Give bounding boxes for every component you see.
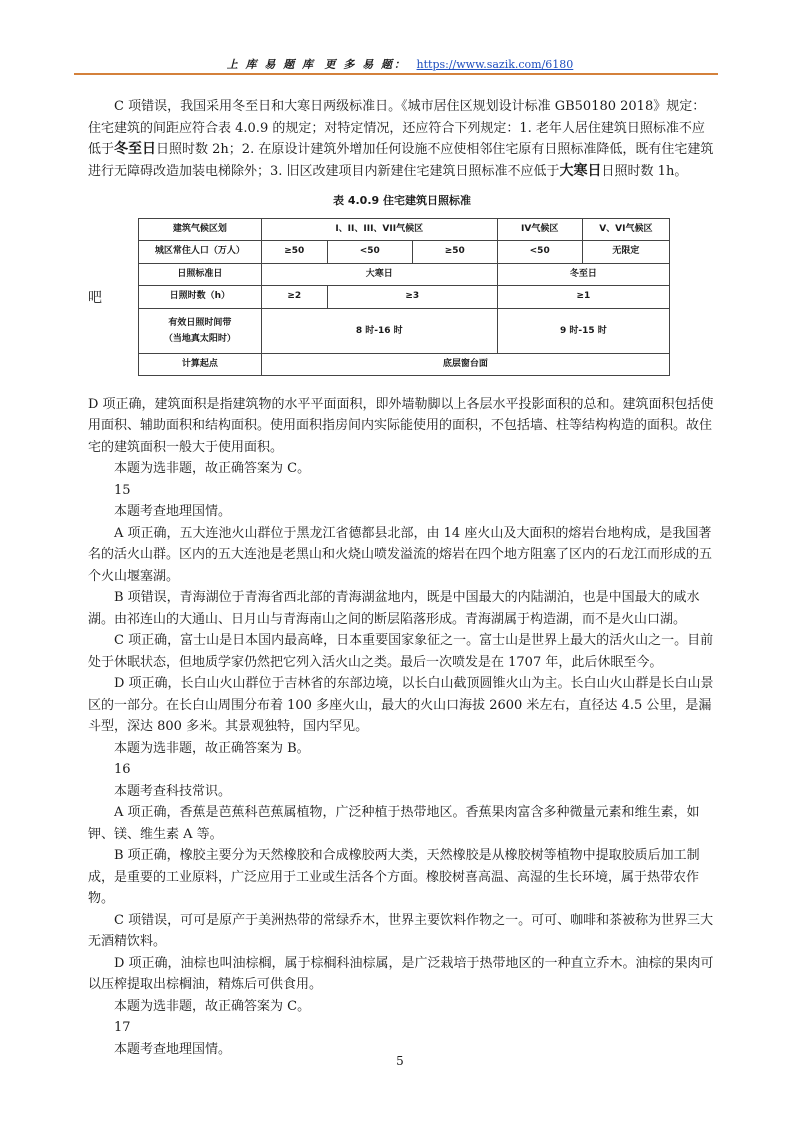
table-cell: <50 (327, 241, 412, 264)
paragraph-c-option (88, 96, 716, 182)
table-caption: 表 4.0.9 住宅建筑日照标准 (333, 194, 471, 207)
paragraph: D 项正确，长白山火山群位于吉林省的东部边境，以长白山截顶圆锥火山为主。长白山火山群是长白山景区的一部分。在长白山周围分布着 100 多座火山，最大的火山口海拔 2600 米左右，直径达 4.5 公里，是漏斗型，深达 800 多米。其景观独特，国内罕见。 (88, 676, 714, 734)
table-cell: 底层窗台面 (261, 353, 669, 376)
emphasis-winter-solstice: 冬至日 (114, 141, 157, 157)
paragraph: D 项正确，建筑面积是指建筑物的水平平面面积，即外墙勒脚以上各层水平投影面积的总和。建筑面积包括使用面积、辅助面积和结构面积。使用面积指房间内实际能使用的面积，不包括墙、柱等结构构造的面积。故住宅的建筑面积一般大于使用面积。 (88, 396, 714, 455)
paragraph: C 项正确，富士山是日本国内最高峰，日本重要国家象征之一。富士山是世界上最大的活火山之一。目前处于休眠状态，但地质学家仍然把它列入活火山之类。最后一次喷发是在 1707 年，此后休眠至今。 (88, 633, 714, 670)
table-cell: ≥1 (497, 286, 669, 309)
document-body (88, 96, 716, 1060)
paragraph: A 项正确，香蕉是芭蕉科芭蕉属植物，广泛种植于热带地区。香蕉果肉富含多种微量元素和维生素，如钾、镁、维生素 A 等。 (88, 805, 700, 842)
paragraph: C 项错误，可可是原产于美洲热带的常绿乔木，世界主要饮料作物之一。可可、咖啡和茶被称为世界三大无酒精饮料。 (88, 912, 714, 949)
question-number: 15 (114, 482, 131, 498)
paragraph: B 项错误，青海湖位于青海省西北部的青海湖盆地内，既是中国最大的内陆湖泊，也是中国最大的咸水湖。由祁连山的大通山、日月山与青海南山之间的断层陷落形成。青海湖属于构造湖，而不是火山口湖。 (88, 590, 700, 627)
paragraph: B 项正确，橡胶主要分为天然橡胶和合成橡胶两大类，天然橡胶是从橡胶树等植物中提取胶质后加工制成，是重要的工业原料，广泛应用于工业或生活各个方面。橡胶树喜高温、高湿的生长环境，属于热带农作物。 (88, 848, 700, 906)
table-cell: 8 时-16 时 (261, 308, 497, 353)
table-cell: 日照时数（h） (139, 286, 262, 309)
text-run: 日照时数 2h；2. 在原设计建筑外增加任何设施不应使相邻住宅原有日照标准降低，既有住宅建筑进行无障碍改造加装电梯除外；3. 旧区改建项目内新建住宅建筑日照标准不应低于 (88, 142, 714, 179)
paragraph: 本题考查地理国情。 (114, 504, 232, 519)
paragraph: 本题为选非题，故正确答案为 C。 (114, 998, 311, 1014)
table-cell: 冬至日 (497, 263, 669, 286)
header-divider (74, 73, 718, 75)
table-cell: ≥50 (412, 241, 497, 264)
paragraph: 本题考查科技常识。 (114, 783, 232, 799)
sunlight-standard-table (138, 218, 670, 377)
table-cell: ≥50 (261, 241, 327, 264)
paragraph: 本题为选非题，故正确答案为 C。 (114, 461, 311, 476)
table-cell: 无限定 (582, 241, 669, 264)
question-number: 16 (114, 762, 131, 777)
table-row (139, 263, 670, 286)
table-cell: 9 时-15 时 (497, 308, 669, 353)
library-label: 上 库 易 题 库 (226, 58, 316, 71)
table-cell: IV气候区 (497, 218, 582, 241)
table-wrap (88, 218, 716, 386)
stray-character: 吧 (88, 289, 102, 306)
table-cell: ≥3 (327, 286, 497, 309)
paragraph: D 项正确，油棕也叫油棕榈，属于棕榈科油棕属，是广泛栽培于热带地区的一种直立乔木。油棕的果肉可以压榨提取出棕榈油，精炼后可供食用。 (88, 955, 714, 992)
table-row (139, 218, 670, 241)
table-cell: ≥2 (261, 286, 327, 309)
table-cell: 日照标准日 (139, 263, 262, 286)
cell-line: 有效日照时间带 (168, 317, 232, 328)
table-row (139, 308, 670, 353)
question-number: 17 (114, 1020, 131, 1035)
table-row (139, 286, 670, 309)
table-row (139, 241, 670, 264)
paragraph: 本题考查地理国情。 (114, 1041, 232, 1057)
page-header (0, 56, 800, 72)
table-cell: I、II、III、VII气候区 (261, 218, 497, 241)
paragraph: 本题为选非题，故正确答案为 B。 (114, 740, 310, 756)
emphasis-major-cold: 大寒日 (559, 162, 602, 179)
table-cell: 建筑气候区划 (139, 218, 262, 241)
table-cell: <50 (497, 241, 582, 264)
more-questions-label: 更 多 易 题： (324, 58, 408, 71)
source-link[interactable]: https://www.sazik.com/6180 (416, 58, 574, 71)
text-run: 日照时数 1h。 (601, 163, 688, 179)
cell-line: （当地真太阳时） (163, 333, 236, 344)
page-number: 5 (396, 1054, 404, 1068)
table-cell: 城区常住人口（万人） (139, 241, 262, 264)
table-cell (139, 308, 262, 353)
table-cell: 大寒日 (261, 263, 497, 286)
table-row (139, 353, 670, 376)
table-cell: V、VI气候区 (582, 218, 669, 241)
table-cell: 计算起点 (139, 353, 262, 376)
text-run: C 项错误，我国采用冬至日和大寒日两级标准日。《城市居住区规划设计标准 GB50180 2018》规定：住宅建筑的间距应符合表 4.0.9 的规定；对特定情况，还应符合下列规定：1. 老年人居住建筑日照标准不应低于 (88, 99, 706, 157)
paragraph: A 项正确，五大连池火山群位于黑龙江省德都县北部，由 14 座火山及大面积的熔岩台地构成，是我国著名的活火山群。区内的五大连池是老黑山和火烧山喷发溢流的熔岩在四个地方阻塞了区内的石龙江而形成的五个火山堰塞湖。 (88, 525, 713, 584)
